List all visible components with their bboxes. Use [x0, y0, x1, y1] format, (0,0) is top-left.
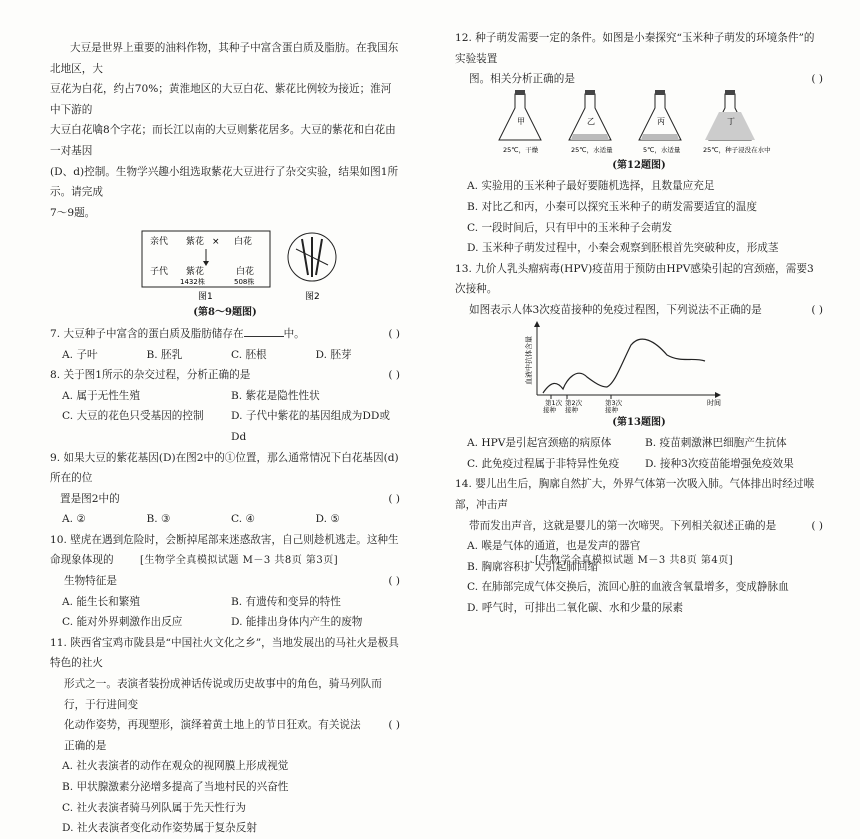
fig1-cross-sign: × — [212, 237, 220, 248]
answer-bracket: ( ) — [388, 492, 400, 505]
figure-caption: (第12题图) — [612, 159, 666, 171]
option: C. 此免疫过程属于非特异性免疫 — [467, 457, 620, 470]
option: B. 胚乳 — [146, 348, 183, 361]
answer-bracket: ( ) — [388, 327, 400, 340]
option: D. 子代中紫花的基因组成为DD或Dd — [231, 410, 390, 443]
chart-mark: 第3次 — [605, 398, 623, 407]
option: D. 呼气时，可排出二氧化碳、水和少量的尿素 — [467, 601, 684, 614]
fig1-parent-purple: 紫花 — [186, 237, 205, 248]
option: D. 接种3次疫苗能增强免疫效果 — [645, 457, 794, 470]
right-page — [455, 0, 823, 614]
option: D. 玉米种子萌发过程中，小秦会观察到胚根首先突破种皮，形成茎 — [467, 242, 779, 255]
option: A. ② — [62, 513, 86, 526]
flask-yi — [569, 90, 613, 154]
question-9-line: 9. 如果大豆的紫花基因(D)在图2中的①位置，那么通常情况下白花基因(d)所在的位 — [50, 451, 399, 485]
question-12-line: 12. 种子萌发需要一定的条件。如图是小秦探究“玉米种子萌发的环境条件”的实验装置 — [455, 32, 815, 65]
question-13-options — [455, 433, 823, 474]
page-footer-right: [生物学全真模拟试题 M－3 共8页 第4页] — [535, 555, 734, 566]
question-11-line: 形式之一。表演者装扮成神话传说或历史故事中的角色，骑马列队而行，于行进间变 — [64, 678, 382, 711]
intro-line: 豆花为白花，约占70%；黄淮地区的大豆白花、紫花比例较为接近；淮河中下游的 — [50, 83, 392, 116]
flask-condition: 25℃，干燥 — [503, 145, 539, 154]
option: C. 一段时间后，只有甲中的玉米种子会萌发 — [467, 221, 673, 234]
fig1-offspring-purple: 紫花 — [186, 267, 205, 278]
fig1-label: 图1 — [198, 292, 213, 303]
option: C. 胚根 — [231, 348, 267, 361]
fig1-count-purple: 1432株 — [180, 278, 205, 287]
answer-bracket: ( ) — [388, 369, 400, 382]
intro-line: 大豆白花噙8个字花；而长江以南的大豆则紫花居多。大豆的紫花和白花由一对基因 — [50, 124, 396, 157]
figure-1-cross-diagram — [142, 231, 270, 302]
chart-mark: 第1次 — [545, 398, 563, 407]
chart-ylabel: 血液中抗体含量 — [525, 335, 533, 385]
option: A. 喉是气体的通道，也是发声的器官 — [467, 540, 641, 553]
option: A. HPV是引起宫颈癌的病原体 — [467, 437, 612, 450]
question-13: 如图表示人体3次疫苗接种的免疫过程图，下列说法不正确的是 ( ) — [455, 300, 823, 321]
chart-mark-sub: 接种 — [565, 405, 578, 413]
question-7: 7. 大豆种子中富含的蛋白质及脂肪储存在 中。 ( ) — [50, 324, 400, 345]
option: A. 实验用的玉米种子最好要随机选择，且数量应充足 — [467, 180, 715, 193]
answer-bracket: ( ) — [811, 73, 823, 86]
figure-13-antibody-chart — [455, 321, 823, 413]
chart-xlabel: 时间 — [707, 398, 721, 407]
figure-8-9 — [50, 227, 400, 303]
option: D. ⑤ — [315, 513, 340, 526]
option: C. 能对外界刺激作出反应 — [62, 616, 183, 629]
flask-condition: 5℃，水适量 — [643, 145, 681, 154]
option: A. 能生长和繁殖 — [62, 595, 140, 608]
option: C. 在肺部完成气体交换后，流回心脏的血液含氧量增多，变成静脉血 — [467, 581, 789, 594]
option: C. 社火表演者骑马列队属于先天性行为 — [62, 801, 246, 814]
question-10-line: 10. 壁虎在遇到危险时，会断掉尾部来迷惑敌害，自己则趁机逃走。这种生命现象体现的 — [50, 533, 399, 567]
intro-line: 大豆是世界上重要的油料作物，其种子中富含蛋白质及脂肪。在我国东北地区，大 — [50, 42, 399, 75]
option: A. 子叶 — [62, 348, 98, 361]
chart-mark-sub: 接种 — [543, 405, 556, 413]
figure-caption: (第8～9题图) — [193, 307, 257, 319]
question-12: 图。相关分析正确的是 ( ) — [455, 69, 823, 90]
option: B. ③ — [146, 513, 171, 526]
answer-bracket: ( ) — [811, 303, 823, 316]
flask-jia — [499, 90, 541, 154]
option: D. 社火表演者变化动作姿势属于复杂反射 — [62, 822, 257, 835]
flask-bing — [639, 90, 681, 154]
fig1-parent-label: 亲代 — [150, 237, 169, 248]
intro-line: (D、d)控制。生物学兴趣小组选取紫花大豆进行了杂交实验，结果如图1所示。请完成 — [50, 165, 399, 199]
fig1-offspring-white: 白花 — [236, 267, 255, 278]
question-14: 带而发出声音，这就是婴儿的第一次啼哭。下列相关叙述正确的是 ( ) — [455, 516, 823, 537]
question-10-options — [50, 592, 400, 633]
answer-bracket: ( ) — [388, 719, 400, 732]
chart-mark: 第2次 — [565, 398, 583, 407]
left-page — [50, 0, 400, 835]
figure-12-flasks — [455, 90, 823, 156]
option: B. 胸廓容积扩大引起肺回缩 — [467, 560, 599, 573]
option: B. 有遗传和变异的特性 — [231, 595, 341, 608]
question-8-options — [50, 386, 400, 448]
option: B. 疫苗刺激淋巴细胞产生抗体 — [645, 437, 787, 450]
fig2-label: 图2 — [305, 292, 320, 303]
question-14-line: 14. 婴儿出生后，胸廓自然扩大，外界气体第一次吸入肺。气体排出时经过喉部，冲击声 — [455, 478, 815, 511]
flask-condition: 25℃，种子浸没在水中 — [703, 145, 771, 154]
flask-label: 甲 — [517, 116, 525, 126]
answer-bracket: ( ) — [388, 575, 400, 588]
question-10: 生物特征是 ( ) — [50, 571, 400, 592]
flask-label: 乙 — [587, 116, 595, 126]
option: C. ④ — [231, 513, 255, 526]
option: B. 紫花是隐性性状 — [231, 389, 320, 402]
fig1-parent-white: 白花 — [234, 237, 253, 248]
flask-ding — [703, 90, 771, 154]
question-11: 化动作姿势，再现塑形，演绎着黄土地上的节日狂欢。有关说法正确的是 ( ) — [50, 715, 400, 756]
vaccination-marks — [543, 395, 623, 413]
option: B. 甲状腺激素分泌增多提高了当地村民的兴奋性 — [62, 781, 289, 793]
question-13-line: 13. 九价人乳头瘤病毒(HPV)疫苗用于预防由HPV感染引起的宫颈癌，需要3次接种。 — [455, 262, 814, 296]
flask-condition: 25℃，水适量 — [571, 145, 613, 154]
answer-bracket: ( ) — [811, 519, 823, 532]
fig1-count-white: 508株 — [234, 278, 255, 287]
question-9: 置是图2中的 ( ) — [50, 489, 400, 510]
question-9-options — [50, 509, 400, 530]
figure-caption: (第13题图) — [612, 416, 666, 428]
answer-blank — [244, 326, 284, 337]
page-footer-left: [生物学全真模拟试题 M－3 共8页 第3页] — [140, 555, 339, 566]
question-11-line: 11. 陕西省宝鸡市陇县是“中国社火文化之乡”，当地发展出的马社火是极具特色的社火 — [50, 636, 399, 670]
option: D. 能排出身体内产生的废物 — [231, 616, 363, 629]
flask-label: 丙 — [657, 116, 665, 126]
figure-2-chromosome-diagram — [288, 233, 336, 302]
flask-label: 丁 — [727, 116, 735, 126]
intro-line: 7～9题。 — [50, 206, 96, 219]
option: D. 胚芽 — [315, 348, 352, 361]
question-8: 8. 关于图1所示的杂交过程，分析正确的是 ( ) — [50, 365, 400, 386]
option: B. 对比乙和丙，小秦可以探究玉米种子的萌发需要适宜的温度 — [467, 200, 757, 213]
fig1-offspring-label: 子代 — [150, 267, 169, 278]
chart-mark-sub: 接种 — [605, 405, 618, 413]
option: A. 社火表演者的动作在观众的视网膜上形成视觉 — [62, 760, 289, 773]
option: A. 属于无性生殖 — [62, 389, 140, 402]
option: C. 大豆的花色只受基因的控制 — [62, 410, 204, 423]
question-7-options — [50, 345, 400, 366]
